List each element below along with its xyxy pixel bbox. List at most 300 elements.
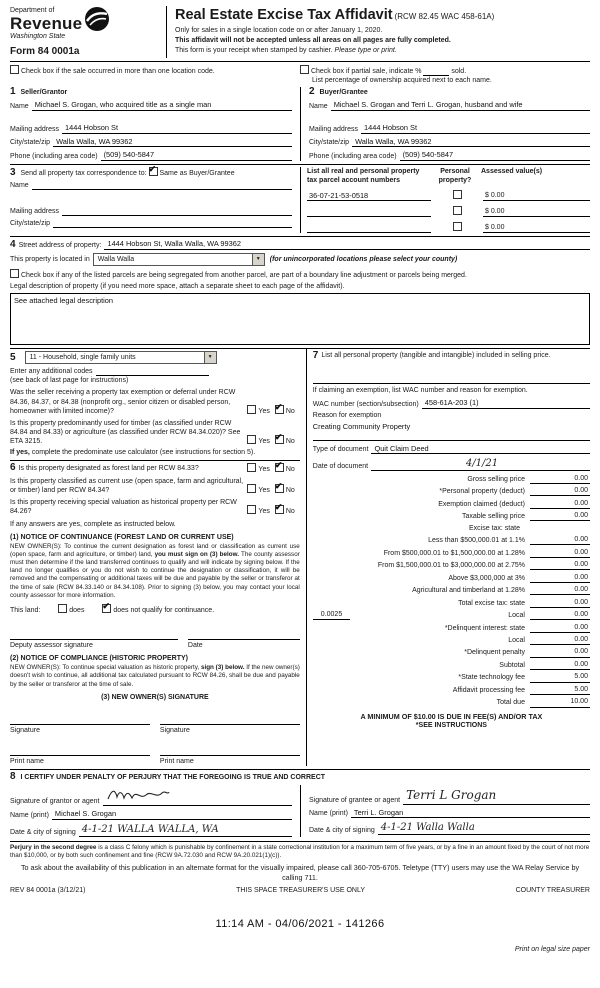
grantee-name-label: Name (print): [309, 810, 348, 818]
grantee-signature-label: Signature of grantee or agent: [309, 796, 401, 804]
exemption-question: Was the seller receiving a property tax exemption or deferral under RCW 84.36, 84.37, or 84.38 (nonprofit org., senior citizen or disabled person, homeowner with limited income)?: [10, 389, 236, 415]
owner-printname-field-2[interactable]: [160, 743, 300, 756]
mid-right-column: [306, 349, 590, 766]
partial-sale-option: [300, 65, 590, 85]
parcel-row: [307, 190, 590, 201]
form-title: Real Estate Excise Tax Affidavit: [175, 7, 393, 23]
tax-value[interactable]: 0.00: [530, 598, 590, 608]
tax-value[interactable]: 0.00: [530, 660, 590, 670]
located-note: (for unincorporated locations please select your county): [269, 256, 458, 264]
tax-label-group: [313, 610, 530, 620]
deputy-signature-block: [10, 627, 188, 650]
partial-sale-label-post: sold.: [451, 68, 467, 76]
predominate-note-bold: If yes,: [10, 449, 30, 456]
tax-value[interactable]: 0.00: [530, 548, 590, 558]
buyer-phone-label: Phone (including area code): [309, 152, 397, 160]
header-note-3-text: This form is your receipt when stamped by cashier.: [175, 47, 333, 55]
notice2-pre: NEW OWNER(S): To continue special valuation as historic property,: [10, 664, 200, 672]
check-icon: ✔: [102, 600, 110, 611]
street-address-label: Street address of property:: [18, 241, 102, 249]
street-address-field[interactable]: 1444 Hobson St, Walla Walla, WA 99362: [104, 239, 590, 250]
chevron-down-icon: ▼: [252, 254, 264, 265]
certification-statement: I CERTIFY UNDER PENALTY OF PERJURY THAT THE FOREGOING IS TRUE AND CORRECT: [20, 774, 326, 782]
owner-printname-row: [10, 743, 300, 766]
tax-label: Above $3,000,000 at 3%: [448, 574, 525, 582]
check-icon: ✔: [274, 401, 283, 412]
notice1-post: The county assessor must then determine if the land transferred continues to qualify and will indicate by signing below. If the land no longer qualifies or you do not wish to continue the designation or classification, it will be removed and the compensating or additional taxes will be due and payable by the seller or transferor at the time of sale (RCW 84.33.140 or 84.34.108). Prior to signing (3) below, you may contact your local county assessor for more information.: [10, 550, 300, 599]
tax-row: [313, 560, 590, 570]
tax-row: [313, 660, 590, 670]
seller-phone-field[interactable]: (509) 540-5847: [101, 150, 292, 161]
no-label: No: [285, 437, 295, 445]
owner-signature-1: [10, 712, 160, 735]
tax-row: [313, 697, 590, 707]
dor-logo-icon: [84, 6, 110, 41]
spacer: [10, 111, 292, 120]
legal-description-field[interactable]: See attached legal description: [10, 293, 590, 345]
correspondence-city-label: City/state/zip: [10, 220, 51, 228]
footer-bottom-row: [10, 886, 590, 895]
agency-state: Washington State: [10, 33, 66, 41]
title-row: [175, 6, 590, 25]
segregated-row: [10, 269, 590, 280]
timber-question-row: [10, 419, 300, 446]
seller-name-row: [10, 100, 292, 111]
rcw-reference: (RCW 82.45 WAC 458-61A): [394, 12, 495, 21]
agency-dept-of: Department of: [10, 7, 55, 14]
tax-label: Local: [508, 637, 525, 644]
segregated-checkbox[interactable]: [10, 269, 19, 278]
section-7-text: List all personal property (tangible and intangible) included in selling price.: [321, 352, 551, 360]
tax-value[interactable]: 0.00: [530, 585, 590, 595]
county-select[interactable]: [93, 253, 265, 266]
additional-codes-note: (see back of last page for instructions): [10, 377, 129, 385]
does-qualify-checkbox[interactable]: [58, 604, 67, 613]
tax-panel: [313, 440, 590, 730]
section-3-number: 3: [10, 166, 16, 178]
assessed-value-field[interactable]: $ 0.00: [483, 223, 590, 233]
located-label: This property is located in: [10, 256, 90, 264]
header-note-1: Only for sales in a single location code on or after January 1, 2020.: [175, 26, 383, 34]
buyer-city-label: City/state/zip: [309, 139, 350, 147]
personal-property-checkbox[interactable]: [453, 222, 462, 231]
additional-codes-field[interactable]: [96, 367, 209, 376]
correspondence-label: Send all property tax correspondence to:: [20, 169, 147, 177]
notice-continuance-title: (1) NOTICE OF CONTINUANCE (FOREST LAND OR CURRENT USE): [10, 533, 234, 541]
additional-codes-label: Enter any additional codes: [10, 368, 93, 376]
notice1-pre: NEW OWNER(S): To continue the current designation as forest land or classification as current use (open space, farm and agriculture, or timber) land,: [10, 542, 300, 558]
historic-no-checkbox[interactable]: [274, 502, 284, 514]
predominate-use-note: [10, 448, 300, 457]
seller-city-field[interactable]: Walla Walla, WA 99362: [53, 137, 292, 148]
tax-row: [313, 535, 590, 545]
tax-value[interactable]: 0.00: [530, 573, 590, 583]
no-label: No: [285, 508, 295, 516]
seller-name-field[interactable]: Michael S. Grogan, who acquired title as a single man: [32, 100, 292, 111]
check-icon: ✔: [274, 431, 283, 442]
deputy-date-field[interactable]: [188, 627, 300, 640]
location-row: [10, 253, 590, 266]
multi-location-checkbox[interactable]: [10, 65, 19, 74]
buyer-mailing-field[interactable]: 1444 Hobson St: [361, 123, 590, 134]
property-section: [10, 236, 590, 345]
grantor-date-row: [10, 823, 292, 837]
top-checkboxes: [10, 62, 590, 87]
yes-label: Yes: [258, 508, 270, 516]
current-use-yes-checkbox[interactable]: [247, 484, 256, 493]
tax-value[interactable]: 0.00: [530, 610, 590, 620]
deputy-signature-row: [10, 627, 300, 650]
grantee-date-row: [309, 821, 590, 835]
multi-location-option: [10, 65, 300, 85]
tax-label: Taxable selling price: [461, 513, 525, 521]
tax-value[interactable]: 10.00: [530, 697, 590, 707]
tax-label: From $500,000.01 to $1,500,000.00 at 1.28%: [383, 549, 525, 557]
land-qualify-label: This land:: [10, 606, 41, 614]
exemption-yes-no: [247, 401, 299, 416]
exemption-block: [313, 383, 590, 431]
grantee-signature-field[interactable]: Terri L Grogan: [403, 788, 590, 805]
segregated-label: Check box if any of the listed parcels are being segregated from another parcel, are part of a boundary line adjustment or parcels being merged.: [20, 272, 467, 280]
cashier-stamp: 11:14 AM - 04/06/2021 - 141266: [215, 918, 385, 930]
tax-value[interactable]: 0.00: [530, 486, 590, 496]
owner-signature-2: [160, 712, 300, 735]
notice-compliance-title: (2) NOTICE OF COMPLIANCE (HISTORIC PROPERTY): [10, 655, 188, 663]
timber-no-checkbox[interactable]: [274, 431, 284, 444]
grantor-name-row: [10, 809, 292, 820]
doc-date-label: Date of document: [312, 463, 369, 471]
grantee-date-label: Date & city of signing: [309, 827, 375, 835]
perjury-paragraph: [10, 844, 590, 860]
additional-codes-row: [10, 367, 300, 376]
parcel-number-field[interactable]: 36-07-21-53-0518: [307, 191, 431, 202]
owner-printname-label-2: Print name: [159, 757, 194, 765]
parcel-row: [307, 206, 590, 217]
yes-label: Yes: [258, 437, 270, 445]
perjury-bold: Perjury in the second degree: [10, 843, 97, 851]
legal-description-label: Legal description of property (if you need more space, attach a separate sheet to each page of the affidavit).: [10, 283, 345, 291]
doc-type-label: Type of document: [312, 446, 369, 454]
parcel-table: [300, 167, 590, 233]
tax-value[interactable]: 0.00: [530, 560, 590, 570]
exemption-yes-checkbox[interactable]: [247, 405, 256, 414]
correspondence-left: [10, 163, 300, 233]
header-note-2: This affidavit will not be accepted unless all areas on all pages are fully completed.: [175, 36, 451, 44]
timber-yes-no: [247, 431, 299, 446]
owner-printname-1: [10, 743, 160, 766]
parcel-number-field[interactable]: [307, 224, 431, 233]
tax-value[interactable]: 5.00: [530, 685, 590, 695]
buyer-header: [309, 87, 590, 97]
rev-number: REV 84 0001a (3/12/21): [10, 886, 86, 894]
correspondence-section: [10, 164, 590, 233]
partial-sale-label-pre: Check box if partial sale, indicate %: [310, 68, 422, 76]
owner-signature-field-1[interactable]: [10, 712, 150, 725]
tax-value[interactable]: 0.00: [530, 635, 590, 645]
buyer-section: [300, 87, 590, 161]
exemption-no-checkbox[interactable]: [274, 401, 284, 414]
tax-row: [313, 474, 590, 484]
tax-row: [313, 623, 590, 633]
header-note-3: [175, 46, 590, 55]
current-use-question: Is this property classified as current use (open space, farm and agricultural, or timber) land per RCW 84.34?: [10, 478, 244, 495]
title-block: [166, 6, 590, 58]
mid-area: [10, 348, 590, 766]
parties-section: [10, 87, 590, 161]
historic-question-row: [10, 498, 300, 516]
new-owners-signature-title: (3) NEW OWNER(S) SIGNATURE: [101, 693, 209, 701]
historic-question: Is this property receiving special valuation as historical property per RCW 84.26?: [10, 499, 237, 516]
tax-value[interactable]: 0.00: [530, 623, 590, 633]
seller-mailing-row: [10, 123, 292, 134]
assessed-value-field[interactable]: $ 0.00: [483, 207, 590, 217]
chevron-down-icon: ▼: [204, 352, 216, 363]
doc-type-field[interactable]: Quit Claim Deed: [371, 444, 590, 455]
local-rate-field[interactable]: 0.0025: [313, 610, 350, 620]
doc-date-field[interactable]: 4/1/21: [371, 457, 590, 471]
grantor-name-field[interactable]: Michael S. Grogan: [52, 809, 292, 820]
tax-subheader-row: [313, 524, 590, 533]
grantor-signature-row: [10, 788, 292, 806]
grantor-signature-field[interactable]: [103, 788, 292, 806]
grantor-name-label: Name (print): [10, 811, 49, 819]
section-6: [10, 460, 300, 766]
tax-value[interactable]: 0.00: [530, 499, 590, 509]
tax-row: [313, 511, 590, 521]
land-use-select-value: 11 - Household, single family units: [29, 354, 136, 362]
street-address-row: [10, 239, 590, 250]
mid-left-column: [10, 349, 306, 766]
no-label: No: [285, 487, 295, 495]
seller-phone-row: [10, 150, 292, 161]
does-not-label: does not qualify for continuance.: [113, 606, 215, 614]
parcel-number-field[interactable]: [307, 208, 431, 217]
grantee-certification: [300, 785, 590, 837]
if-yes-note: If any answers are yes, complete as instructed below.: [10, 520, 176, 528]
tax-label: *State technology fee: [458, 674, 525, 682]
grantee-name-field[interactable]: Terri L. Grogan: [351, 808, 590, 819]
seller-mailing-label: Mailing address: [10, 125, 60, 133]
county-select-value: Walla Walla: [97, 256, 135, 264]
tax-row: [313, 548, 590, 558]
tax-label: *Personal property (deduct): [439, 488, 525, 496]
tax-label: Local: [508, 612, 525, 620]
grantor-date-field[interactable]: 4-1-21 WALLA WALLA, WA: [79, 823, 292, 837]
current-use-no-checkbox[interactable]: [274, 481, 284, 493]
tax-label: Exemption claimed (deduct): [438, 500, 525, 508]
grantee-date-field[interactable]: 4-1-21 Walla Walla: [378, 821, 590, 835]
section-6-number: 6: [10, 462, 16, 474]
tax-row: [313, 685, 590, 695]
tax-label: From $1,500,000.01 to $3,000,000.00 at 2.75%: [377, 562, 525, 570]
wac-field[interactable]: 458-61A-203 (1): [422, 398, 590, 409]
personal-property-checkbox[interactable]: [453, 190, 462, 199]
section-5-number: 5: [10, 351, 16, 363]
no-label: No: [285, 407, 295, 415]
grantor-signature-label: Signature of grantor or agent: [10, 798, 100, 806]
current-use-question-row: [10, 477, 300, 495]
deputy-date-label: Date: [187, 642, 203, 650]
forest-no-checkbox[interactable]: [274, 460, 284, 472]
partial-sale-checkbox[interactable]: [300, 65, 309, 74]
yes-label: Yes: [258, 407, 270, 415]
notice-continuance-body: [10, 543, 300, 600]
county-treasurer-label: COUNTY TREASURER: [515, 886, 590, 894]
tax-label: Gross selling price: [467, 475, 525, 483]
forest-yes-checkbox[interactable]: [247, 463, 256, 472]
owner-signature-row: [10, 712, 300, 735]
doc-date-row: [313, 457, 590, 471]
section-8-number: 8: [10, 771, 16, 783]
section-5-header: [10, 351, 300, 364]
timber-question: Is this property predominantly used for timber (as classified under RCW 84.84 and 84.33) or agriculture (as classified under RCW 84.34.020)? See ETA 3215.: [10, 419, 241, 445]
tax-label: Total due: [496, 699, 525, 707]
multi-location-label: Check box if the sale occurred in more than one location code.: [20, 68, 215, 76]
correspondence-header: [10, 163, 292, 178]
does-not-qualify-checkbox[interactable]: [102, 600, 111, 613]
buyer-mailing-row: [309, 123, 590, 134]
historic-yes-checkbox[interactable]: [247, 505, 256, 514]
correspondence-mailing-label: Mailing address: [10, 208, 60, 216]
alt-format-paragraph: To ask about the availability of this publication in an alternate format for the visually impaired, please call 360-705-6705. Teletype (TTY) users may use the WA Relay Service by calling 711.: [20, 863, 580, 882]
header-note-3-em: Please type or print.: [334, 47, 397, 55]
correspondence-mailing-field[interactable]: [62, 207, 292, 216]
notice2-post: If the new owner(s) doesn't wish to continue, all additional tax calculated pursuant to RCW 84.26, shall be due and payable by the seller or transferor at the time of sale.: [10, 664, 300, 688]
exemption-question-row: [10, 388, 300, 415]
deputy-signature-label: Deputy assessor signature: [10, 642, 93, 650]
tax-label: Less than $500,000.01 at 1.1%: [428, 537, 525, 545]
section-4-number: 4: [10, 239, 16, 251]
personal-property-checkbox[interactable]: [453, 206, 462, 215]
certification-section: [10, 769, 590, 837]
doc-type-row: [313, 444, 590, 455]
parcel-header-numbers: List all real and personal property tax parcel account numbers: [307, 167, 420, 185]
does-label: does: [69, 606, 85, 614]
timber-yes-checkbox[interactable]: [247, 435, 256, 444]
partial-sale-line1: [300, 65, 582, 76]
tax-value[interactable]: 0.00: [530, 511, 590, 521]
agency-text: [10, 6, 82, 41]
spacer: [309, 111, 590, 120]
form-header: [10, 6, 590, 62]
buyer-phone-field[interactable]: (509) 540-5847: [400, 150, 590, 161]
same-as-buyer-checkbox[interactable]: [148, 163, 158, 176]
tax-value[interactable]: 0.00: [530, 535, 590, 545]
tax-row-local-rate: [313, 610, 590, 620]
no-label: No: [285, 466, 295, 474]
owner-printname-label-1: Print name: [10, 757, 44, 765]
partial-sale-percent-field[interactable]: [423, 68, 449, 76]
owner-signature-label-2: Signature: [159, 726, 190, 734]
perjury-rest: is a class C felony which is punishable by confinement in a state correctional institution for a maximum term of five years, or by a fine in an amount fixed by the court of not more than $10,000, or by both such confinement and fine (RCW 9A.72.030 and RCW 9A.20.021(1)(c)).: [10, 843, 590, 860]
correspondence-name-row: [10, 181, 292, 190]
grantor-date-label: Date & city of signing: [10, 828, 76, 836]
assessed-value-field[interactable]: $ 0.00: [483, 191, 590, 201]
buyer-name-field[interactable]: Michael S. Grogan and Terri L. Grogan, husband and wife: [331, 100, 590, 111]
correspondence-name-label: Name: [10, 182, 29, 190]
tax-row: [313, 499, 590, 509]
correspondence-name-field[interactable]: [32, 181, 292, 190]
same-as-buyer-label: Same as Buyer/Grantee: [159, 169, 235, 177]
tax-row: [313, 647, 590, 657]
tax-value[interactable]: 0.00: [530, 647, 590, 657]
seller-mailing-field[interactable]: 1444 Hobson St: [62, 123, 292, 134]
tax-value[interactable]: 5.00: [530, 672, 590, 682]
land-use-select[interactable]: [25, 351, 217, 364]
parcel-table-header: [307, 167, 590, 185]
grantee-signature-row: [309, 788, 590, 805]
predominate-note-rest: complete the predominate use calculator (see instructions for section 5).: [31, 449, 256, 456]
agency-block: [10, 6, 166, 58]
grantor-certification: [10, 785, 300, 837]
seller-city-row: [10, 137, 292, 148]
spacer: [313, 361, 590, 383]
form-footer: [10, 841, 590, 955]
deputy-date-block: [188, 627, 300, 650]
forest-yes-no: [247, 460, 299, 474]
correspondence-city-field[interactable]: [53, 219, 292, 228]
notice2-bold: sign (3) below.: [200, 664, 245, 672]
tax-label: Agricultural and timberland at 1.28%: [412, 587, 525, 595]
owner-signature-field-2[interactable]: [160, 712, 300, 725]
see-instructions-note: *SEE INSTRUCTIONS: [415, 721, 487, 729]
wac-row: [313, 398, 590, 409]
agency-logo-row: [10, 6, 160, 41]
buyer-phone-row: [309, 150, 590, 161]
historic-yes-no: [247, 502, 299, 516]
reason-label: Reason for exemption: [312, 411, 382, 419]
seller-city-label: City/state/zip: [10, 139, 51, 147]
land-qualify-row: [10, 600, 300, 615]
section-7-header: [313, 351, 590, 361]
tax-label: *Delinquent interest: state: [444, 624, 525, 632]
tax-row: [313, 635, 590, 645]
forest-land-question-row: [10, 460, 300, 474]
tax-row: [313, 486, 590, 496]
section-2-number: 2: [309, 86, 315, 98]
yes-label: Yes: [258, 466, 270, 474]
spacer: [10, 190, 292, 204]
tax-row: [313, 585, 590, 595]
section-7-number: 7: [312, 350, 319, 362]
tax-row: [313, 573, 590, 583]
deputy-signature-field[interactable]: [10, 627, 178, 640]
reason-field[interactable]: Creating Community Property: [312, 422, 411, 432]
treasurer-space-label: THIS SPACE TREASURER'S USE ONLY: [236, 886, 365, 894]
personal-property-cell: [431, 222, 483, 233]
check-icon: ✔: [274, 460, 283, 471]
tax-value[interactable]: 0.00: [530, 474, 590, 484]
forest-land-question: [10, 463, 247, 474]
buyer-city-field[interactable]: Walla Walla, WA 99362: [352, 137, 590, 148]
tax-label: Affidavit processing fee: [452, 686, 525, 694]
certification-header: [10, 772, 590, 782]
seller-title: Seller/Grantor: [20, 89, 68, 97]
certification-body: [10, 785, 590, 837]
tax-label: Total excise tax: state: [458, 599, 525, 607]
notice-compliance-body: [10, 664, 300, 689]
buyer-city-row: [309, 137, 590, 148]
owner-printname-2: [160, 743, 300, 766]
tax-label: Subtotal: [499, 661, 525, 669]
owner-signature-label-1: Signature: [10, 726, 40, 734]
check-icon: ✔: [274, 502, 283, 513]
parcel-header-personal: Personal property?: [438, 167, 472, 185]
seller-name-label: Name: [10, 103, 29, 110]
buyer-mailing-label: Mailing address: [309, 125, 359, 133]
grantor-signature-scribble: [106, 797, 170, 804]
owner-printname-field-1[interactable]: [10, 743, 150, 756]
